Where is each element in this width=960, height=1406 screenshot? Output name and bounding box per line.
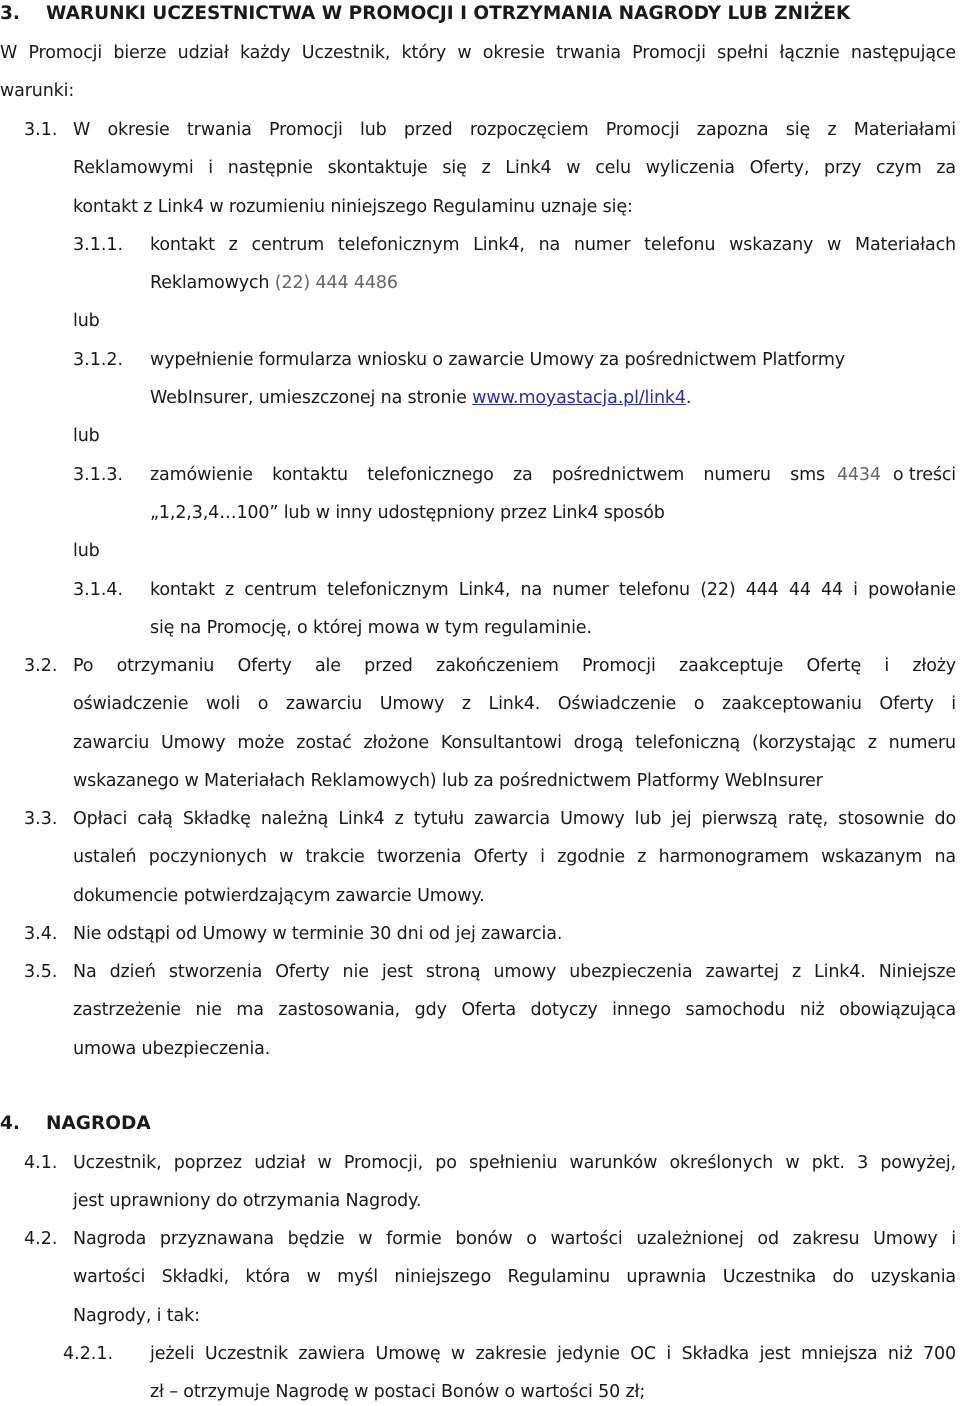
point-3-2-line-2: oświadczenie woli o zawarciu Umowy z Link4. Oświadczenie o zaakceptowaniu Oferty i [73, 694, 956, 714]
or-separator-2: lub [73, 426, 100, 446]
point-4-2-1-number: 4.2.1. [63, 1344, 114, 1364]
sms-number: 4434 [836, 465, 881, 485]
point-3-1-3-line-2: „1,2,3,4…100” lub w inny udostępniony przez Link4 sposób [150, 503, 665, 523]
point-3-1-number: 3.1. [24, 120, 58, 140]
phone-number: (22) 444 4486 [274, 273, 398, 293]
point-3-1-1-line-2 [150, 271, 398, 295]
point-4-2-number: 4.2. [24, 1229, 58, 1249]
section-4-number: 4. [0, 1113, 20, 1134]
point-3-1-2-line-2 [150, 386, 691, 410]
point-3-3-number: 3.3. [24, 809, 58, 829]
or-separator-1: lub [73, 311, 100, 331]
point-3-1-4-line-2: się na Promocję, o której mowa w tym regulaminie. [150, 618, 592, 638]
intro-line-2: warunki: [0, 81, 75, 101]
point-4-2-line-3: Nagrody, i tak: [73, 1306, 200, 1326]
point-3-1-1-text: Reklamowych [150, 273, 270, 293]
or-separator-3: lub [73, 541, 100, 561]
point-3-5-line-2: zastrzeżenie nie ma zastosowania, gdy Oferta dotyczy innego samochodu niż obowiązująca [73, 1000, 956, 1020]
section-4-heading: NAGRODA [46, 1113, 151, 1134]
point-3-2-line-1: Po otrzymaniu Oferty ale przed zakończeniem Promocji zaakceptuje Ofertę i złoży [73, 656, 956, 676]
point-3-1-1-line-1: kontakt z centrum telefonicznym Link4, na numer telefonu wskazany w Materiałach [150, 235, 956, 255]
point-3-1-3-text-b: o treści [892, 465, 956, 485]
point-3-2-line-3: zawarciu Umowy może zostać złożone Konsultantowi drogą telefoniczną (korzystając z numeru [73, 733, 956, 753]
section-3-number: 3. [0, 3, 20, 24]
link-period: . [685, 388, 692, 408]
point-4-1-line-1: Uczestnik, poprzez udział w Promocji, po spełnieniu warunków określonych w pkt. 3 powyżej, [73, 1153, 956, 1173]
point-4-1-number: 4.1. [24, 1153, 58, 1173]
point-3-1-3-text-a: zamówienie kontaktu telefonicznego za pośrednictwem numeru sms [150, 465, 825, 485]
point-3-1-3-number: 3.1.3. [73, 465, 124, 485]
point-3-5-number: 3.5. [24, 962, 58, 982]
intro-line-1: W Promocji bierze udział każdy Uczestnik, który w okresie trwania Promocji spełni łącznie następujące [0, 43, 956, 63]
point-3-1-2-number: 3.1.2. [73, 350, 124, 370]
point-3-1-4-number: 3.1.4. [73, 580, 124, 600]
point-3-1-line-2: Reklamowymi i następnie skontaktuje się z Link4 w celu wyliczenia Oferty, przy czym za [73, 158, 956, 178]
point-3-3-line-3: dokumencie potwierdzającym zawarcie Umowy. [73, 886, 485, 906]
point-3-5-line-3: umowa ubezpieczenia. [73, 1039, 271, 1059]
point-3-1-2-line-1: wypełnienie formularza wniosku o zawarcie Umowy za pośrednictwem Platformy [150, 350, 845, 370]
point-3-2-number: 3.2. [24, 656, 58, 676]
point-3-1-2-text: WebInsurer, umieszczonej na stronie [150, 388, 467, 408]
point-3-3-line-2: ustaleń poczynionych w trakcie tworzenia Oferty i zgodnie z harmonogramem wskazanym na [73, 847, 956, 867]
point-3-1-1-number: 3.1.1. [73, 235, 124, 255]
point-3-1-3-line-1 [150, 463, 956, 487]
point-3-2-line-4: wskazanego w Materiałach Reklamowych) lub za pośrednictwem Platformy WebInsurer [73, 771, 823, 791]
point-3-4-line-1: Nie odstąpi od Umowy w terminie 30 dni od jej zawarcia. [73, 924, 563, 944]
point-4-2-1-line-2: zł – otrzymuje Nagrodę w postaci Bonów o wartości 50 zł; [150, 1382, 646, 1402]
point-3-3-line-1: Opłaci całą Składkę należną Link4 z tytułu zawarcia Umowy lub jej pierwszą ratę, stosownie do [73, 809, 956, 829]
point-3-1-4-line-1: kontakt z centrum telefonicznym Link4, na numer telefonu (22) 444 44 44 i powołanie [150, 580, 956, 600]
point-4-2-line-2: wartości Składki, która w myśl niniejszego Regulaminu uprawnia Uczestnika do uzyskania [73, 1267, 956, 1287]
point-4-1-line-2: jest uprawniony do otrzymania Nagrody. [73, 1191, 422, 1211]
section-3-heading: WARUNKI UCZESTNICTWA W PROMOCJI I OTRZYMANIA NAGRODY LUB ZNIŻEK [46, 3, 851, 24]
point-3-1-line-3: kontakt z Link4 w rozumieniu niniejszego Regulaminu uznaje się: [73, 197, 633, 217]
platform-link[interactable]: www.moyastacja.pl/link4 [472, 388, 686, 408]
point-3-5-line-1: Na dzień stworzenia Oferty nie jest stroną umowy ubezpieczenia zawartej z Link4. Niniejsze [73, 962, 956, 982]
point-3-4-number: 3.4. [24, 924, 58, 944]
point-4-2-line-1: Nagroda przyznawana będzie w formie bonów o wartości uzależnionej od zakresu Umowy i [73, 1229, 956, 1249]
point-3-1-line-1: W okresie trwania Promocji lub przed rozpoczęciem Promocji zapozna się z Materiałami [73, 120, 956, 140]
point-4-2-1-line-1: jeżeli Uczestnik zawiera Umowę w zakresie jedynie OC i Składka jest mniejsza niż 700 [150, 1344, 956, 1364]
